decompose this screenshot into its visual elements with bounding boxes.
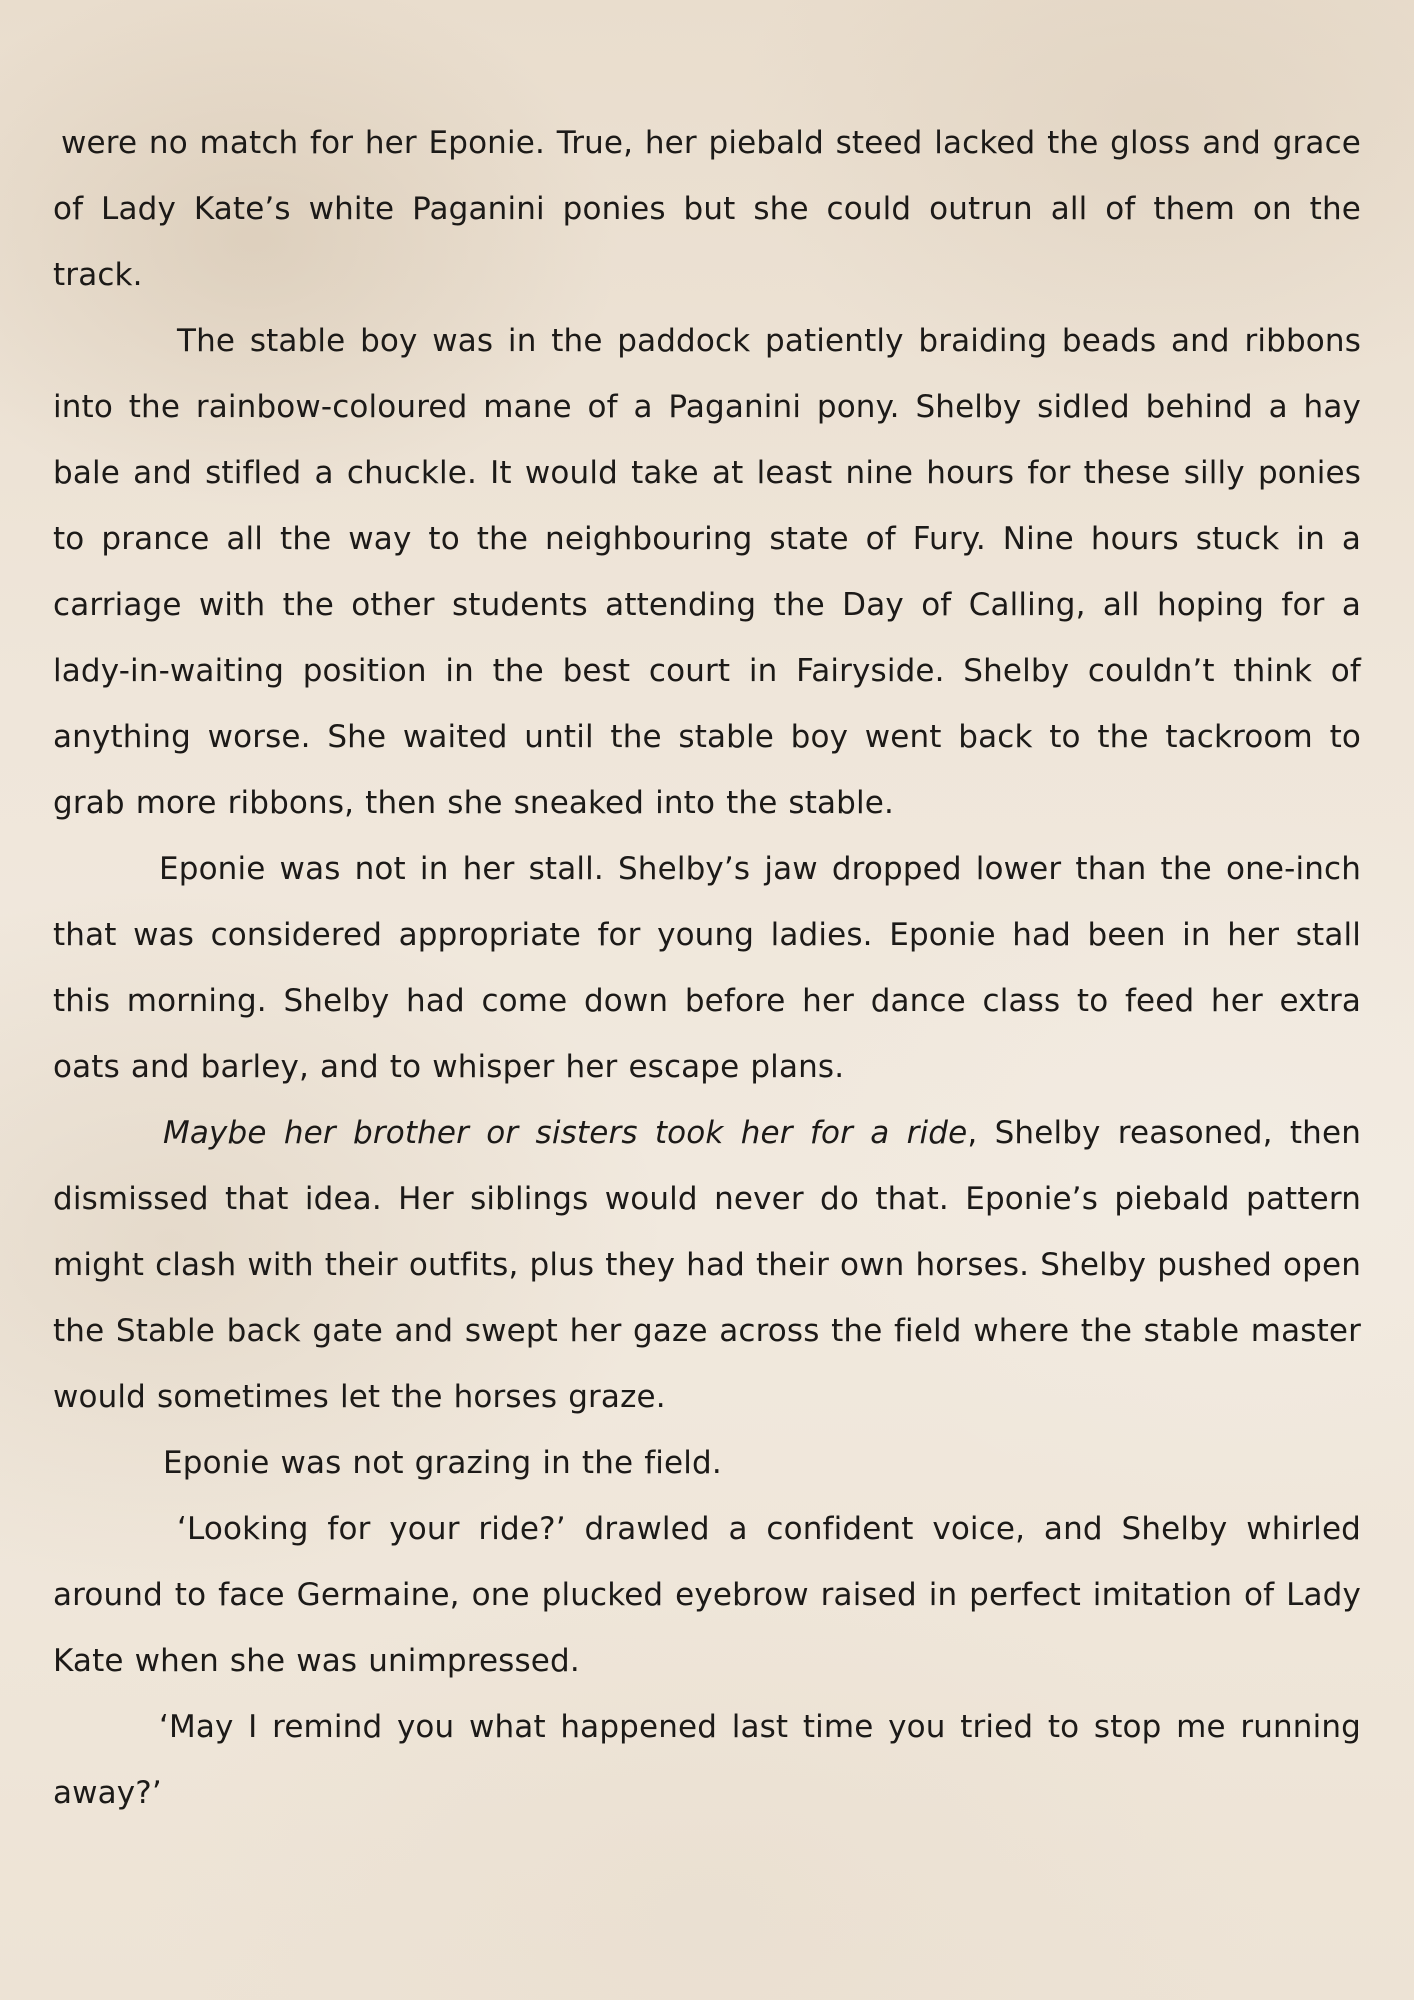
paragraph-not-grazing: Eponie was not grazing in the field. [163, 1445, 722, 1481]
paragraph-germaine: ‘Looking for your ride?’ drawled a confident voice, and Shelby whirled around to face Germaine, one plucked eyebrow raised in perfect imitation of Lady Kate when she was unimpressed. [53, 1511, 1361, 1679]
paragraph-remind: ‘May I remind you what happened last time you tried to stop me running away?’ [53, 1709, 1361, 1811]
document-body [53, 110, 1361, 1826]
paragraph-siblings-text: , Shelby reasoned, then dismissed that idea. Her siblings would never do that. Eponie’s piebald pattern might clash with their outfits, plus they had their own horses. Shelby pushed open the Stable back gate and swept her gaze across the field where the stable master would sometimes let the horses graze. [53, 1115, 1361, 1415]
italic-thought: Maybe her brother or sisters took her for a ride [163, 1115, 968, 1151]
paragraph-siblings [53, 1100, 1361, 1430]
paragraph-eponie-missing: Eponie was not in her stall. Shelby’s jaw dropped lower than the one-inch that was considered appropriate for young ladies. Eponie had been in her stall this morning. Shelby had come down before her dance class to feed her extra oats and barley, and to whisper her escape plans. [53, 851, 1361, 1085]
paragraph-stable-boy: The stable boy was in the paddock patiently braiding beads and ribbons into the rainbow-coloured mane of a Paganini pony. Shelby sidled behind a hay bale and stifled a chuckle. It would take at least nine hours for these silly ponies to prance all the way to the neighbouring state of Fury. Nine hours stuck in a carriage with the other students attending the Day of Calling, all hoping for a lady-in-waiting position in the best court in Fairyside. Shelby couldn’t think of anything worse. She waited until the stable boy went back to the tackroom to grab more ribbons, then she sneaked into the stable. [53, 323, 1361, 821]
paragraph-continuation: were no match for her Eponie. True, her piebald steed lacked the gloss and grace of Lady Kate’s white Paganini ponies but she could outrun all of them on the track. [53, 125, 1361, 293]
